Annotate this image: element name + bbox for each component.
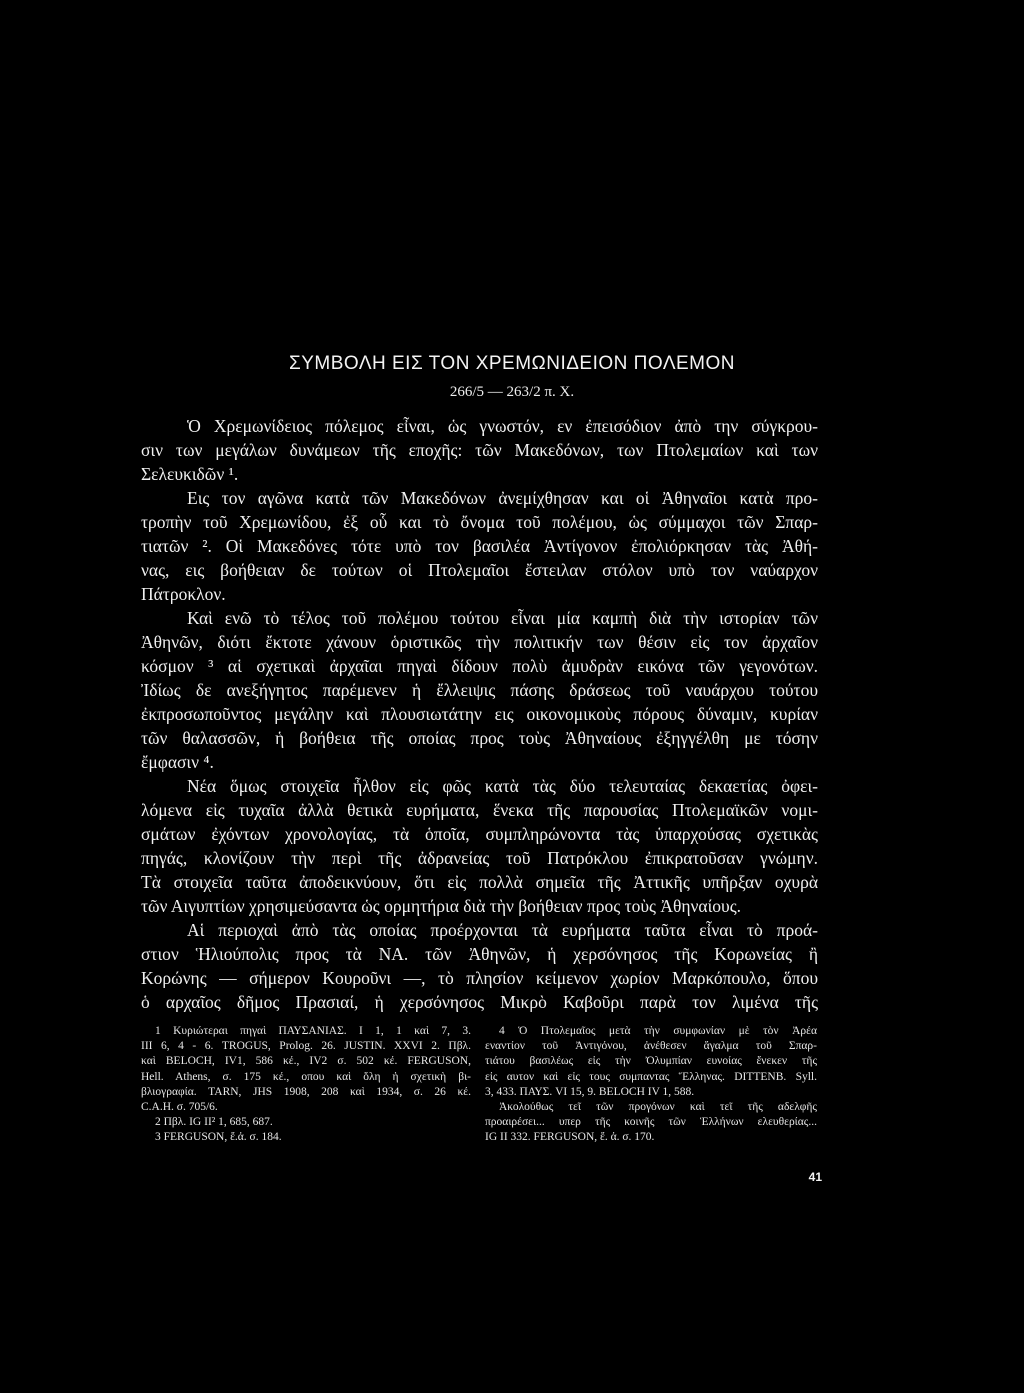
body-line: Σελευκιδῶν ¹.	[141, 464, 239, 484]
body-line: Κορώνης — σήμερον Κουροῦνι —, τὸ πλησίον κείμενον χωρίον Μαρκόπουλο, ὅπου	[141, 968, 818, 988]
body-line: λόμενα εἰς τυχαῖα ἀλλὰ θετικὰ ευρήματα, ἕνεκα τῆς παρουσίας Πτολεμαϊκῶν νομι-	[141, 800, 818, 820]
footnote-line: Ἀκολούθως τεῖ τῶν προγόνων καὶ τεῖ τῆς αδελφῆς	[499, 1101, 817, 1113]
footnote-line: 4 Ὁ Πτολεμαῖος μετὰ τὴν συμφωνίαν μὲ τὸν Ἀρέα	[499, 1025, 817, 1037]
footnote-line: Hell. Athens, σ. 175 κέ., οπου καὶ ὅλη ἡ σχετικὴ βι-	[141, 1070, 471, 1083]
body-line: Αἱ περιοχαὶ ἀπὸ τὰς οποίας προέρχονται τὰ ευρήματα ταῦτα εἶναι τὸ προά-	[187, 920, 818, 940]
body-line: Πάτροκλον.	[141, 584, 226, 604]
body-line: ὁ αρχαῖος δῆμος Πρασιαί, ἡ χερσόνησος Μικρὸ Καβοῦρι παρὰ τον λιμένα τῆς	[141, 992, 818, 1012]
footnote-line: προαιρέσει... υπερ τῆς κοινῆς τῶν Ἑλλήνων ελευθερίας...	[485, 1116, 817, 1129]
body-line: Ὁ Χρεμωνίδειος πόλεμος εἶναι, ὡς γνωστόν, εν ἐπεισόδιον ἀπὸ την σύγκρου-	[187, 416, 818, 436]
date-range-subtitle: 266/5 — 263/2 π. Χ.	[449, 384, 575, 400]
body-line: Νέα ὅμως στοιχεῖα ἦλθον εἰς φῶς κατὰ τὰς δύο τελευταίας δεκαετίας ὀφει-	[187, 776, 818, 796]
body-line: τιατῶν ². Οἱ Μακεδόνες τότε υπὸ τον βασιλέα Ἀντίγονον ἐπολιόρκησαν τὰς Ἀθή-	[141, 536, 818, 556]
footnote-line: τιάτου βασιλέως εἰς τὴν Ὀλυμπίαν ευνοίας ἕνεκεν τῆς	[485, 1055, 817, 1068]
body-line: τροπὴν τοῦ Χρεμωνίδου, ἐξ οὗ και τὸ ὄνομα τοῦ πολέμου, ὡς σύμμαχοι τῶν Σπαρ-	[141, 512, 818, 532]
page-title: ΣΥΜΒΟΛΗ ΕΙΣ ΤΟΝ ΧΡΕΜΩΝΙΔΕΙΟΝ ΠΟΛΕΜΟΝ	[288, 353, 736, 374]
body-line: σιν των μεγάλων δυνάμεων τῆς εποχῆς: τῶν Μακεδόνων, των Πτολεμαίων καὶ των	[141, 440, 818, 460]
body-line: σμάτων ἐχόντων χρονολογίας, τὰ ὁποῖα, συμπληρώνοντα τὰς ὑπαρχούσας σχετικὰς	[141, 824, 818, 844]
footnote-line: 3, 433. ΠΑΥΣ. VI 15, 9. BELOCH IV 1, 588.	[485, 1085, 695, 1098]
footnote-line: C.A.H. σ. 705/6.	[141, 1101, 218, 1113]
body-line: πηγάς, κλονίζουν τὴν περὶ τῆς ἀδρανείας τοῦ Πατρόκλου ἐπικρατοῦσαν γνώμην.	[141, 848, 818, 868]
body-line: στιον Ἡλιούπολις προς τὰ ΝΑ. τῶν Ἀθηνῶν, ἡ χερσόνησος τῆς Κορωνείας ἢ	[141, 944, 818, 964]
footnote-line: καὶ BELOCH, IV1, 586 κέ., IV2 σ. 502 κέ. FERGUSON,	[141, 1055, 471, 1068]
footnote-line: εναντίον τοῦ Ἀντιγόνου, ἀνέθεσεν ἄγαλμα τοῦ Σπαρ-	[485, 1040, 817, 1053]
footnote-line: εἰς αυτον καὶ εἰς τους συμπαντας Ἕλληνας. DITTENB. Syll.	[485, 1070, 817, 1083]
body-line: Καὶ ενῶ τὸ τέλος τοῦ πολέμου τούτου εἶναι μία καμπὴ διὰ τὴν ιστορίαν τῶν	[187, 608, 818, 628]
footnote-line: IG II 332. FERGUSON, ἔ. ἀ. σ. 170.	[485, 1131, 655, 1144]
body-line: ἐκπροσωποῦντος μεγάλην καὶ πλουσιωτάτην εις οικονομικοὺς πόρους δύναμιν, κυρίαν	[141, 704, 818, 724]
body-line: τῶν Αιγυπτίων χρησιμεύσαντα ὡς ορμητήρια διὰ τὴν βοήθειαν προς τοὺς Ἀθηναίους.	[141, 896, 742, 916]
body-line: Ἀθηνῶν, διότι ἔκτοτε χάνουν ὁριστικῶς τὴν πολιτικήν των θέσιν εἰς τον ἀρχαῖον	[141, 632, 818, 652]
page-number: 41	[808, 1170, 822, 1184]
body-line: Ἰδίως δε ανεξήγητος παρέμενεν ἡ ἔλλειψις πάσης δράσεως τοῦ ναυάρχου τούτου	[141, 680, 818, 700]
footnote-line: 1 Κυριώτεραι πηγαὶ ΠΑΥΣΑΝΙΑΣ. Ι 1, 1 καὶ 7, 3.	[155, 1025, 471, 1037]
footnote-line: ΙΙΙ 6, 4 - 6. TROGUS, Prolog. 26. JUSTIN. XXVI 2. Πβλ.	[141, 1040, 471, 1053]
body-line: τῶν θαλασσῶν, ἡ βοήθεια τῆς οποίας προς τοὺς Ἀθηναίους ἐξηγγέλθη με τόσην	[141, 728, 818, 748]
footnote-line: 3 FERGUSON, ἔ.ἀ. σ. 184.	[155, 1131, 282, 1144]
body-line: νας, εις βοήθειαν δε τούτων οἱ Πτολεμαῖοι ἔστειλαν στόλον υπὸ τον ναύαρχον	[141, 560, 818, 580]
footnote-line: 2 Πβλ. IG II² 1, 685, 687.	[155, 1116, 273, 1129]
body-line: Εις τον αγῶνα κατὰ τῶν Μακεδόνων ἀνεμίχθησαν και οἱ Ἀθηναῖοι κατὰ προ-	[187, 488, 818, 508]
body-line: ἔμφασιν ⁴.	[141, 752, 214, 772]
body-line: κόσμον ³ αἱ σχετικαὶ ἀρχαῖαι πηγαὶ δίδουν πολὺ ἀμυδρὰν εικόνα τῶν γεγονότων.	[141, 656, 818, 676]
footnote-line: βλιογραφία. TARN, JHS 1908, 208 καὶ 1934, σ. 26 κέ.	[141, 1085, 471, 1098]
body-line: Τὰ στοιχεῖα ταῦτα ἀποδεικνύουν, ὅτι εἰς πολλὰ σημεῖα τῆς Ἀττικῆς υπῆρξαν οχυρὰ	[141, 872, 818, 892]
